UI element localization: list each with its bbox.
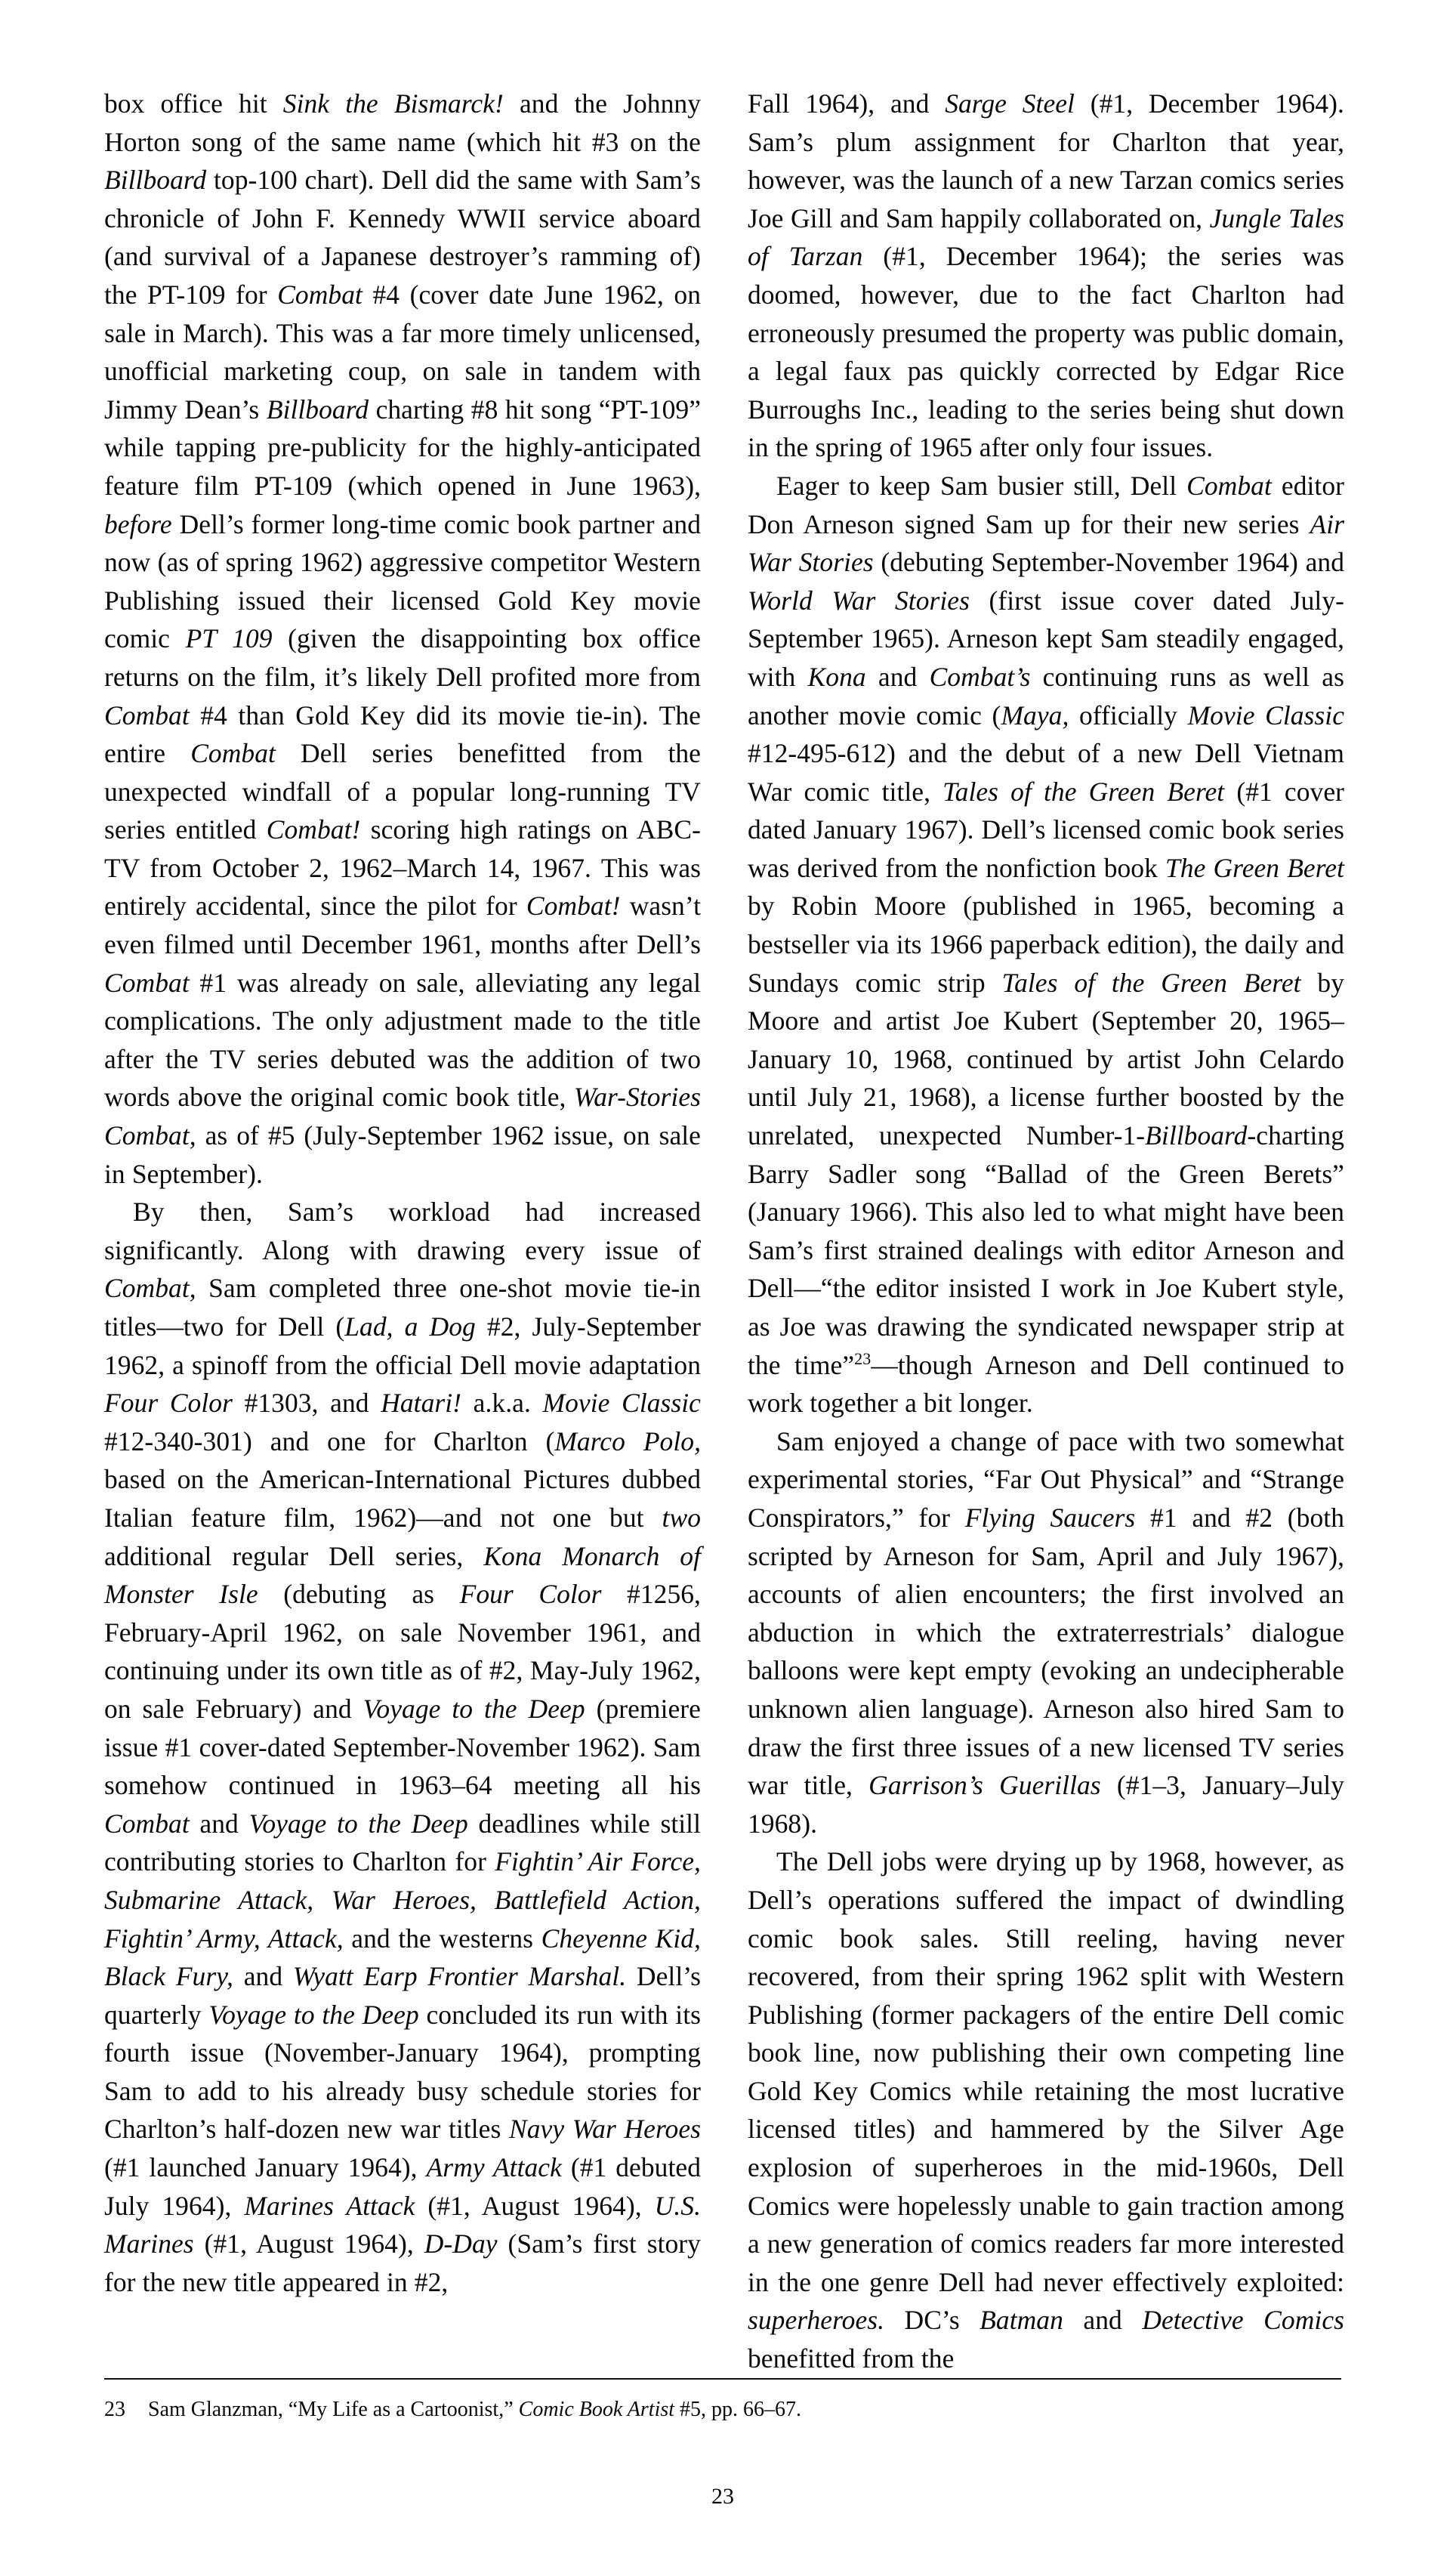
left-column (104, 85, 701, 2301)
paragraph: Fall 1964), and Sarge Steel (#1, December 1964). Sam’s plum assignment for Charlton that year, however, was the launch of a new Tarzan comics series Joe Gill and Sam happily collaborated on, Jungle Tales of Tarzan (#1, December 1964); the series was doomed, however, due to the fact Charlton had erroneously presumed the property was public domain, a legal faux pas quickly corrected by Edgar Rice Burroughs Inc., leading to the series being shut down in the spring of 1965 after only four issues. (748, 88, 1344, 463)
paragraph: Sam enjoyed a change of pace with two somewhat experimental stories, “Far Out Physical” and “Strange Conspirators,” for Flying Saucers #1 and #2 (both scripted by Arneson for Sam, April and July 1967), accounts of alien encounters; the first involved an abduction in which the extraterrestrials’ dialogue balloons were kept empty (evoking an undecipherable unknown alien language). Arneson also hired Sam to draw the first three issues of a new licensed TV series war title, Garrison’s Guerillas (#1–3, January–July 1968). (748, 1425, 1345, 1839)
paragraph: box office hit Sink the Bismarck! and the Johnny Horton song of the same name (which hit #3 on the Billboard top-100 chart). Dell did the same with Sam’s chronicle of John F. Kennedy WWII service aboard (and survival of a Japanese destroyer’s ramming of) the PT-109 for Combat #4 (cover date June 1962, on sale in March). This was a far more timely unlicensed, unofficial marketing coup, on sale in tandem with Jimmy Dean’s Billboard charting #8 hit song “PT-109” while tapping pre-publicity for the highly-anticipated feature film PT-109 (which opened in June 1963), before Dell’s former long-time comic book partner and now (as of spring 1962) aggressive competitor Western Publishing issued their licensed Gold Key movie comic PT 109 (given the disappointing box office returns on the film, it’s likely Dell profited more from Combat #4 than Gold Key did its movie tie-in). The entire Combat Dell series benefitted from the unexpected windfall of a popular long-running TV series entitled Combat! scoring high ratings on ABC-TV from October 2, 1962–March 14, 1967. This was entirely accidental, since the pilot for Combat! wasn’t even filmed until December 1961, months after Dell’s Combat #1 was already on sale, alleviating any legal complications. The only adjustment made to the title after the TV series debuted was the addition of two words above the original comic book title, War-Stories Combat, as of #5 (July-September 1962 issue, on sale in September). (104, 88, 702, 1189)
paragraph: Eager to keep Sam busier still, Dell Combat editor Don Arneson signed Sam up for their new series Air War Stories (debuting September-November 1964) and World War Stories (first issue cover dated July-September 1965). Arneson kept Sam steadily engaged, with Kona and Combat’s continuing runs as well as another movie comic (Maya, officially Movie Classic #12-495-612) and the debut of a new Dell Vietnam War comic title, Tales of the Green Beret (#1 cover dated January 1967). Dell’s licensed comic book series was derived from the nonfiction book The Green Beret by Robin Moore (published in 1965, becoming a bestseller via its 1966 paperback edition), the daily and Sundays comic strip Tales of the Green Beret by Moore and artist Joe Kubert (September 20, 1965–January 10, 1968, continued by artist John Celardo until July 21, 1968), a license further boosted by the unrelated, unexpected Number-1-Billboard-charting Barry Sadler song “Ballad of the Green Berets” (January 1966). This also led to what might have been Sam’s first strained dealings with editor Arneson and Dell—“the editor insisted I work in Joe Kubert style, as Joe was drawing the syndicated newspaper strip at the time”$^{23}$—though Arneson and Dell continued to work together a bit longer. (748, 470, 1345, 1419)
paragraph: By then, Sam’s workload had increased significantly. Along with drawing every issue of Combat, Sam completed three one-shot movie tie-in titles—two for Dell (Lad, a Dog #2, July-September 1962, a spinoff from the official Dell movie adaptation Four Color #1303, and Hatari! a.k.a. Movie Classic #12-340-301) and one for Charlton (Marco Polo, based on the American-International Pictures dubbed Italian feature film, 1962)—and not one but two additional regular Dell series, Kona Monarch of Monster Isle (debuting as Four Color #1256, February-April 1962, on sale November 1961, and continuing under its own title as of #2, May-July 1962, on sale February) and Voyage to the Deep (premiere issue #1 cover-dated September-November 1962). Sam somehow continued in 1963–64 meeting all his Combat and Voyage to the Deep deadlines while still contributing stories to Charlton for Fightin’ Air Force, Submarine Attack, War Heroes, Battlefield Action, Fightin’ Army, Attack, and the westerns Cheyenne Kid, Black Fury, and Wyatt Earp Frontier Marshal. Dell’s quarterly Voyage to the Deep concluded its run with its fourth issue (November-January 1964), prompting Sam to add to his already busy schedule stories for Charlton’s half-dozen new war titles Navy War Heroes (#1 launched January 1964), Army Attack (#1 debuted July 1964), Marines Attack (#1, August 1964), U.S. Marines (#1, August 1964), D-Day (Sam’s first story for the new title appeared in #2, (104, 1197, 702, 2297)
footnote-separator-rule (104, 2378, 1341, 2380)
paragraph: The Dell jobs were drying up by 1968, however, as Dell’s operations suffered the impact of dwindling comic book sales. Still reeling, having never recovered, from their spring 1962 split with Western Publishing (former packagers of the entire Dell comic book line, now publishing their own competing line Gold Key Comics while retaining the most lucrative licensed titles) and hammered by the Silver Age explosion of superheroes in the mid-1960s, Dell Comics were hopelessly unable to gain traction among a new generation of comics readers far more interested in the one genre Dell had never effectively exploited: superheroes. DC’s Batman and Detective Comics benefitted from the (748, 1846, 1344, 2374)
footnote-area (104, 2378, 1346, 2576)
footnote-number: 23 (104, 2397, 125, 2421)
footnote-text: Sam Glanzman, “My Life as a Cartoonist,” Comic Book Artist #5, pp. 66–67. (148, 2397, 802, 2421)
footnote (104, 2396, 1346, 2423)
page-number: 23 (711, 2483, 734, 2509)
two-column-text-body (104, 85, 1346, 2378)
right-column (748, 85, 1344, 2378)
